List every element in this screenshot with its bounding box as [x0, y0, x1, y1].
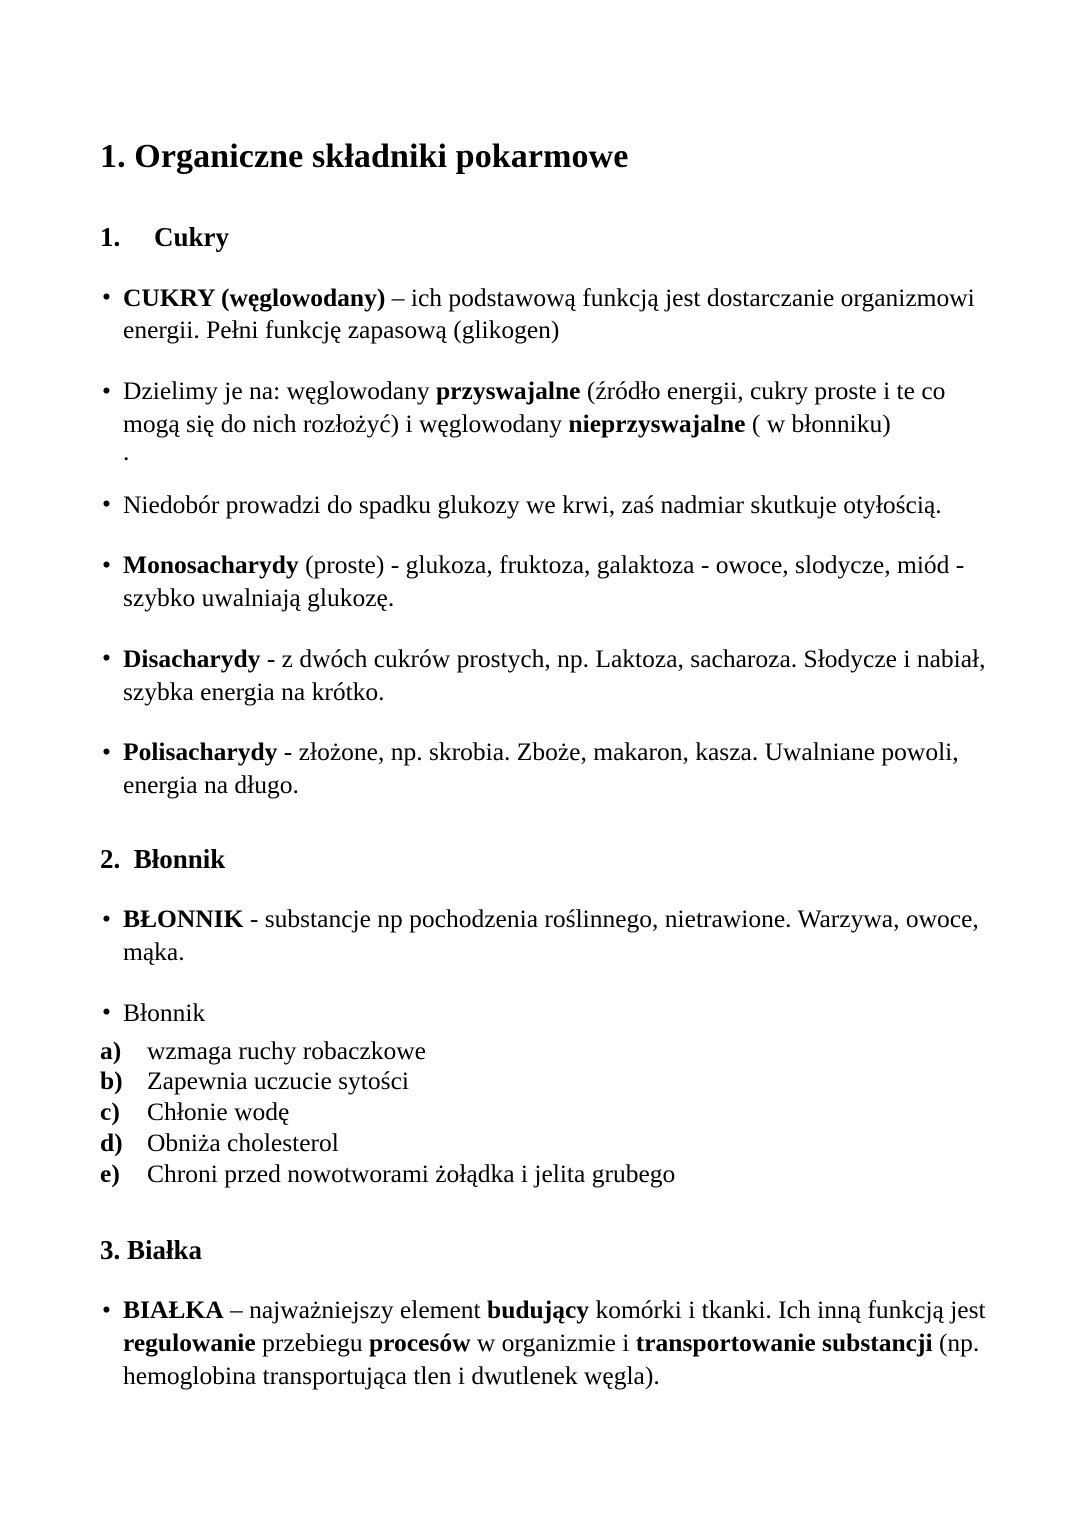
list-marker: b) [100, 1066, 123, 1096]
lettered-list-blonnik [100, 1036, 990, 1190]
emphasis-text: Disacharydy [123, 643, 261, 673]
list-item-label: Chroni przed nowotworami żołądka i jelita grubego [147, 1158, 676, 1188]
body-text: komórki i tkanki. Ich inną funkcją jest [589, 1295, 986, 1325]
bullet-list-blonnik [100, 903, 990, 1029]
body-text: Niedobór prowadzi do spadku glukozy we krwi, zaś nadmiar skutkuje otyłością. [123, 489, 942, 519]
body-text: – ich podstawową funkcją jest dostarczanie organizmowi energii. Pełni funkcję zapasową (glikogen) [123, 282, 975, 345]
list-item [100, 1159, 990, 1190]
bullet-list-cukry-cont [100, 489, 990, 802]
section-heading-blonnik: 2. Błonnik [100, 843, 226, 874]
emphasis-text: procesów [368, 1327, 471, 1357]
list-item [100, 1128, 990, 1159]
body-text: ( w błonniku) [745, 408, 891, 438]
body-text: w organizmie i [470, 1327, 636, 1357]
body-text: (źródło energii, cukry proste i te co mogą się do nich rozłożyć) i węglowodany [123, 376, 946, 438]
list-marker: c) [100, 1097, 120, 1127]
list-item [100, 1097, 990, 1128]
body-text: (proste) - glukoza, fruktoza, galaktoza - owoce, slodycze, miód - szybko uwalniają glukozę. [123, 550, 965, 613]
list-item [100, 643, 990, 709]
list-item-label: Chłonie wodę [147, 1097, 290, 1127]
emphasis-text: budujący [487, 1295, 590, 1325]
emphasis-text: Monosacharydy [123, 550, 299, 580]
list-item [100, 282, 990, 348]
list-item [100, 1036, 990, 1067]
list-item [100, 549, 990, 615]
list-marker: e) [100, 1158, 120, 1188]
list-item [100, 997, 990, 1030]
list-item [100, 736, 990, 802]
body-text: przebiegu [255, 1327, 369, 1357]
emphasis-text: Polisacharydy [123, 737, 278, 767]
emphasis-text: transportowanie substancji [635, 1327, 933, 1357]
body-text: (np. hemoglobina transportująca tlen i dwutlenek węgla). [123, 1327, 980, 1390]
list-item-label: wzmaga ruchy robaczkowe [147, 1035, 426, 1065]
list-marker: a) [100, 1035, 122, 1065]
list-item [100, 903, 990, 969]
emphasis-text: BIAŁKA [123, 1295, 224, 1325]
section-heading-bialka: 3. Białka [100, 1234, 203, 1265]
page-title: 1. Organiczne składniki pokarmowe [100, 138, 629, 175]
body-text: - złożone, np. skrobia. Zboże, makaron, kasza. Uwalniane powoli, energia na długo. [123, 737, 959, 800]
body-text: – najważniejszy element [223, 1295, 488, 1325]
stray-period: . [123, 436, 130, 466]
list-item-label: Obniża cholesterol [147, 1128, 339, 1158]
emphasis-text: regulowanie [123, 1327, 256, 1357]
list-item [100, 1294, 990, 1392]
emphasis-text: BŁONNIK [123, 904, 244, 934]
body-text: Błonnik [123, 997, 206, 1027]
bullet-list-bialka [100, 1294, 990, 1392]
list-item-label: Zapewnia uczucie sytości [147, 1066, 409, 1096]
list-item [100, 489, 990, 522]
emphasis-text: nieprzyswajalne [568, 408, 746, 438]
list-item [100, 1066, 990, 1097]
emphasis-text: CUKRY (węglowodany) [123, 282, 386, 312]
list-marker: d) [100, 1128, 123, 1158]
body-text: Dzielimy je na: węglowodany [123, 376, 436, 406]
section-heading-cukry: 1. Cukry [100, 222, 230, 253]
emphasis-text: przyswajalne [436, 376, 581, 406]
bullet-list-cukry [100, 282, 990, 441]
list-item [100, 375, 990, 441]
body-text: - substancje np pochodzenia roślinnego, nietrawione. Warzywa, owoce, mąka. [123, 904, 979, 967]
body-text: - z dwóch cukrów prostych, np. Laktoza, sacharoza. Słodycze i nabiał, szybka energia na krótko. [123, 643, 986, 706]
